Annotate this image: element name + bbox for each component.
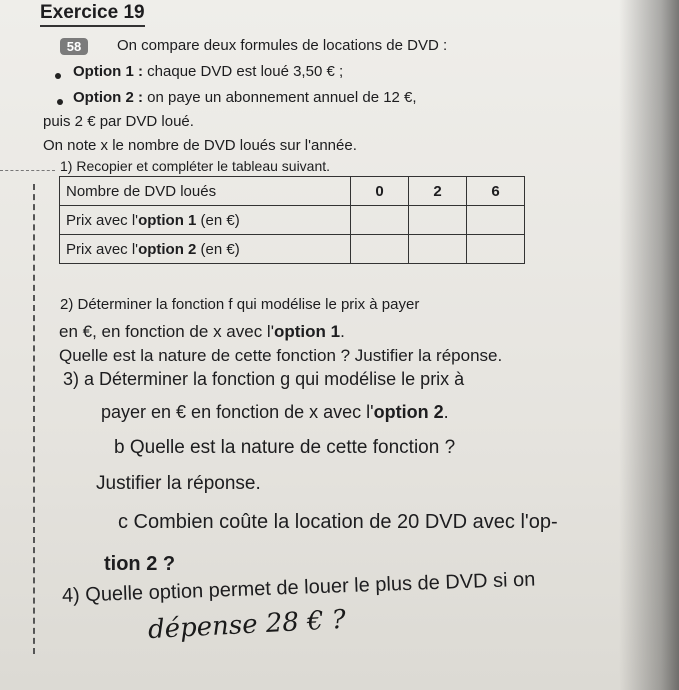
question-4: 4) Quelle option permet de louer le plus de DVD si on <box>61 568 536 607</box>
row-label-bold: option 2 <box>138 240 197 258</box>
question-3a-line1: 3) a Déterminer la fonction g qui modélise le prix à <box>63 369 465 389</box>
exercise-number-badge: 58 <box>60 38 88 55</box>
row-label-prefix: Prix avec l' <box>66 211 139 229</box>
question-1: 1) Recopier et compléter le tableau suivant. <box>60 158 331 174</box>
intro-text: On compare deux formules de locations de DVD : <box>117 37 448 54</box>
margin-dashed-line <box>33 184 35 654</box>
row-label-suffix: (en €) <box>196 211 240 229</box>
question-3c-line2: tion 2 ? <box>104 553 176 575</box>
table-cell-empty <box>467 206 525 235</box>
table-row <box>60 235 525 264</box>
table-cell-empty <box>351 206 409 235</box>
table-cell: 6 <box>467 177 525 206</box>
page-edge-shadow <box>619 0 679 690</box>
option2-label: Option 2 : <box>73 89 143 106</box>
values-table <box>59 176 525 264</box>
bullet-icon <box>55 73 61 79</box>
option1-text: chaque DVD est loué 3,50 € ; <box>147 63 344 80</box>
question-2-line3: Quelle est la nature de cette fonction ? Justifier la réponse. <box>59 346 503 365</box>
question-2-line2 <box>59 322 345 342</box>
q3a-bold: option 2 <box>373 402 444 422</box>
bullet-icon <box>57 99 63 105</box>
option2-continuation: puis 2 € par DVD loué. <box>43 113 194 130</box>
note-text: On note x le nombre de DVD loués sur l'année. <box>43 137 357 154</box>
margin-dashed-rule <box>0 170 55 171</box>
q3a-prefix: payer en € en fonction de x avec l' <box>101 402 374 422</box>
question-3b-line2: Justifier la réponse. <box>96 473 261 494</box>
option1-line <box>73 63 343 80</box>
table-row <box>60 206 525 235</box>
row-label-suffix: (en €) <box>196 240 240 258</box>
table-cell: 0 <box>351 177 409 206</box>
option2-line <box>73 89 417 106</box>
table-cell-empty <box>409 235 467 264</box>
table-header-dvd-count: Nombre de DVD loués <box>60 177 351 206</box>
table-cell-empty <box>351 235 409 264</box>
row-label-prefix: Prix avec l' <box>66 240 139 258</box>
table-row <box>60 177 525 206</box>
table-cell: 2 <box>409 177 467 206</box>
table-header-price-option2 <box>60 235 351 264</box>
row-label-bold: option 1 <box>138 211 197 229</box>
question-3c-line1: c Combien coûte la location de 20 DVD avec l'op- <box>118 511 558 533</box>
q2-prefix: en €, en fonction de x avec l' <box>59 322 274 341</box>
exercise-title: Exercice 19 <box>40 2 145 27</box>
q2-bold: option 1 <box>273 322 341 341</box>
table-cell-empty <box>467 235 525 264</box>
handwritten-answer: dépense 28 € ? <box>147 604 347 646</box>
question-3b-line1: b Quelle est la nature de cette fonction ? <box>114 437 456 458</box>
q2-suffix: . <box>340 322 345 341</box>
question-2-line1: 2) Déterminer la fonction f qui modélise le prix à payer <box>60 296 420 313</box>
option2-text: on paye un abonnement annuel de 12 €, <box>147 89 417 106</box>
option1-label: Option 1 : <box>73 63 143 80</box>
table-header-price-option1 <box>60 206 351 235</box>
q3a-suffix: . <box>443 402 449 422</box>
table-cell-empty <box>409 206 467 235</box>
question-3a-line2 <box>101 402 449 423</box>
